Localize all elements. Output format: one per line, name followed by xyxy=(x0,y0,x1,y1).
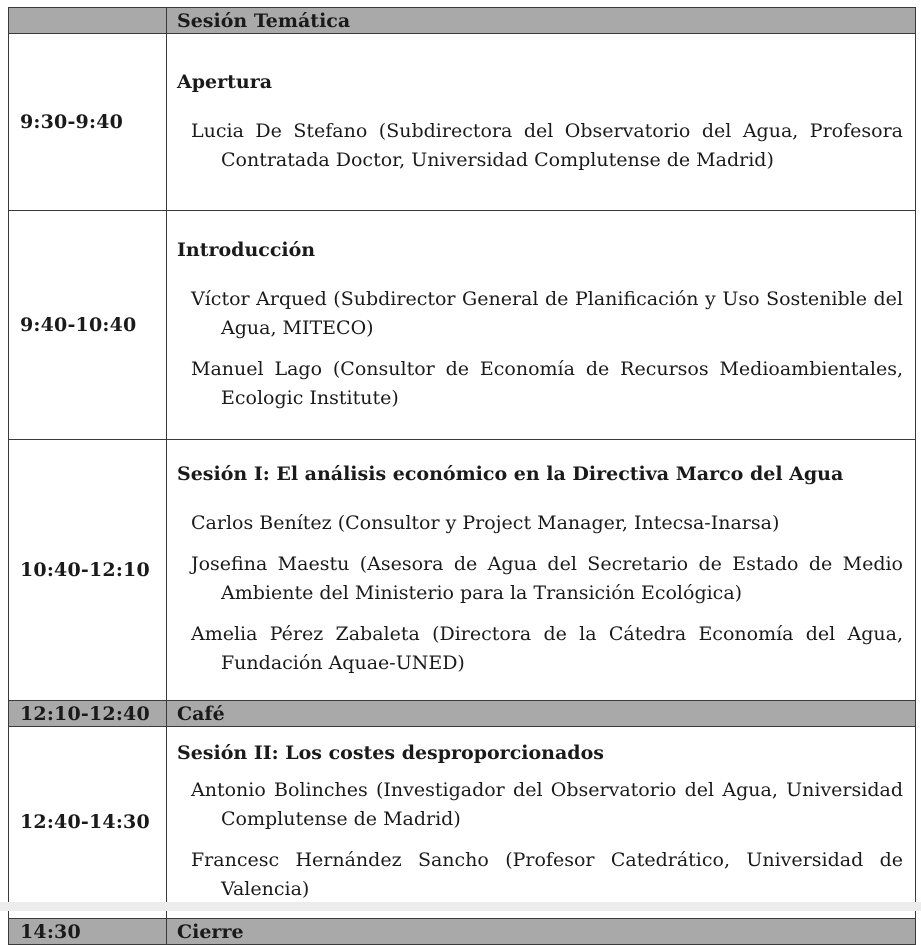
session-title: Sesión I: El análisis económico en la Directiva Marco del Agua xyxy=(177,463,844,485)
session-title: Sesión II: Los costes desproporcionados xyxy=(177,742,604,764)
speaker: Manuel Lago (Consultor de Economía de Recursos Medioambientales, Ecologic Institute) xyxy=(191,357,903,409)
session-time: 9:30-9:40 xyxy=(20,110,124,133)
speaker: Francesc Hernández Sancho (Profesor Catedrático, Universidad de Valencia) xyxy=(191,849,903,900)
break-time: 14:30 xyxy=(20,920,81,943)
break-time: 12:10-12:40 xyxy=(20,702,150,725)
session-row-sesion-1 xyxy=(9,440,916,701)
speaker: Antonio Bolinches (Investigador del Observatorio del Agua, Universidad Complutense de Madrid) xyxy=(191,779,903,830)
session-row-apertura xyxy=(9,34,916,211)
speaker: Josefina Maestu (Asesora de Agua del Secretario de Estado de Medio Ambiente del Ministerio para la Transición Ecológica) xyxy=(191,553,903,604)
header-row xyxy=(9,8,916,34)
session-title: Apertura xyxy=(177,70,273,93)
session-row-sesion-2 xyxy=(9,727,916,919)
session-time: 9:40-10:40 xyxy=(20,313,137,336)
schedule-table xyxy=(8,7,916,945)
speaker: Lucia De Stefano (Subdirectora del Observatorio del Agua, Profesora Contratada Doctor, Universidad Complutense de Madrid) xyxy=(191,119,903,171)
break-row-cafe xyxy=(9,701,916,727)
session-time: 10:40-12:10 xyxy=(20,558,150,581)
header-title: Sesión Temática xyxy=(177,9,351,32)
speaker: Carlos Benítez (Consultor y Project Manager, Intecsa-Inarsa) xyxy=(191,512,780,534)
break-row-cierre xyxy=(9,919,916,945)
header-time-cell xyxy=(9,8,167,34)
speaker: Víctor Arqued (Subdirector General de Planificación y Uso Sostenible del Agua, MITECO) xyxy=(191,287,903,339)
bottom-strip xyxy=(0,902,921,911)
session-time: 12:40-14:30 xyxy=(20,811,150,833)
header-title-cell xyxy=(167,8,916,34)
speaker: Amelia Pérez Zabaleta (Directora de la Cátedra Economía del Agua, Fundación Aquae-UNED) xyxy=(191,623,903,674)
session-row-introduccion xyxy=(9,211,916,440)
break-title: Cierre xyxy=(177,920,244,943)
session-title: Introducción xyxy=(177,238,316,261)
break-title: Café xyxy=(177,702,225,725)
